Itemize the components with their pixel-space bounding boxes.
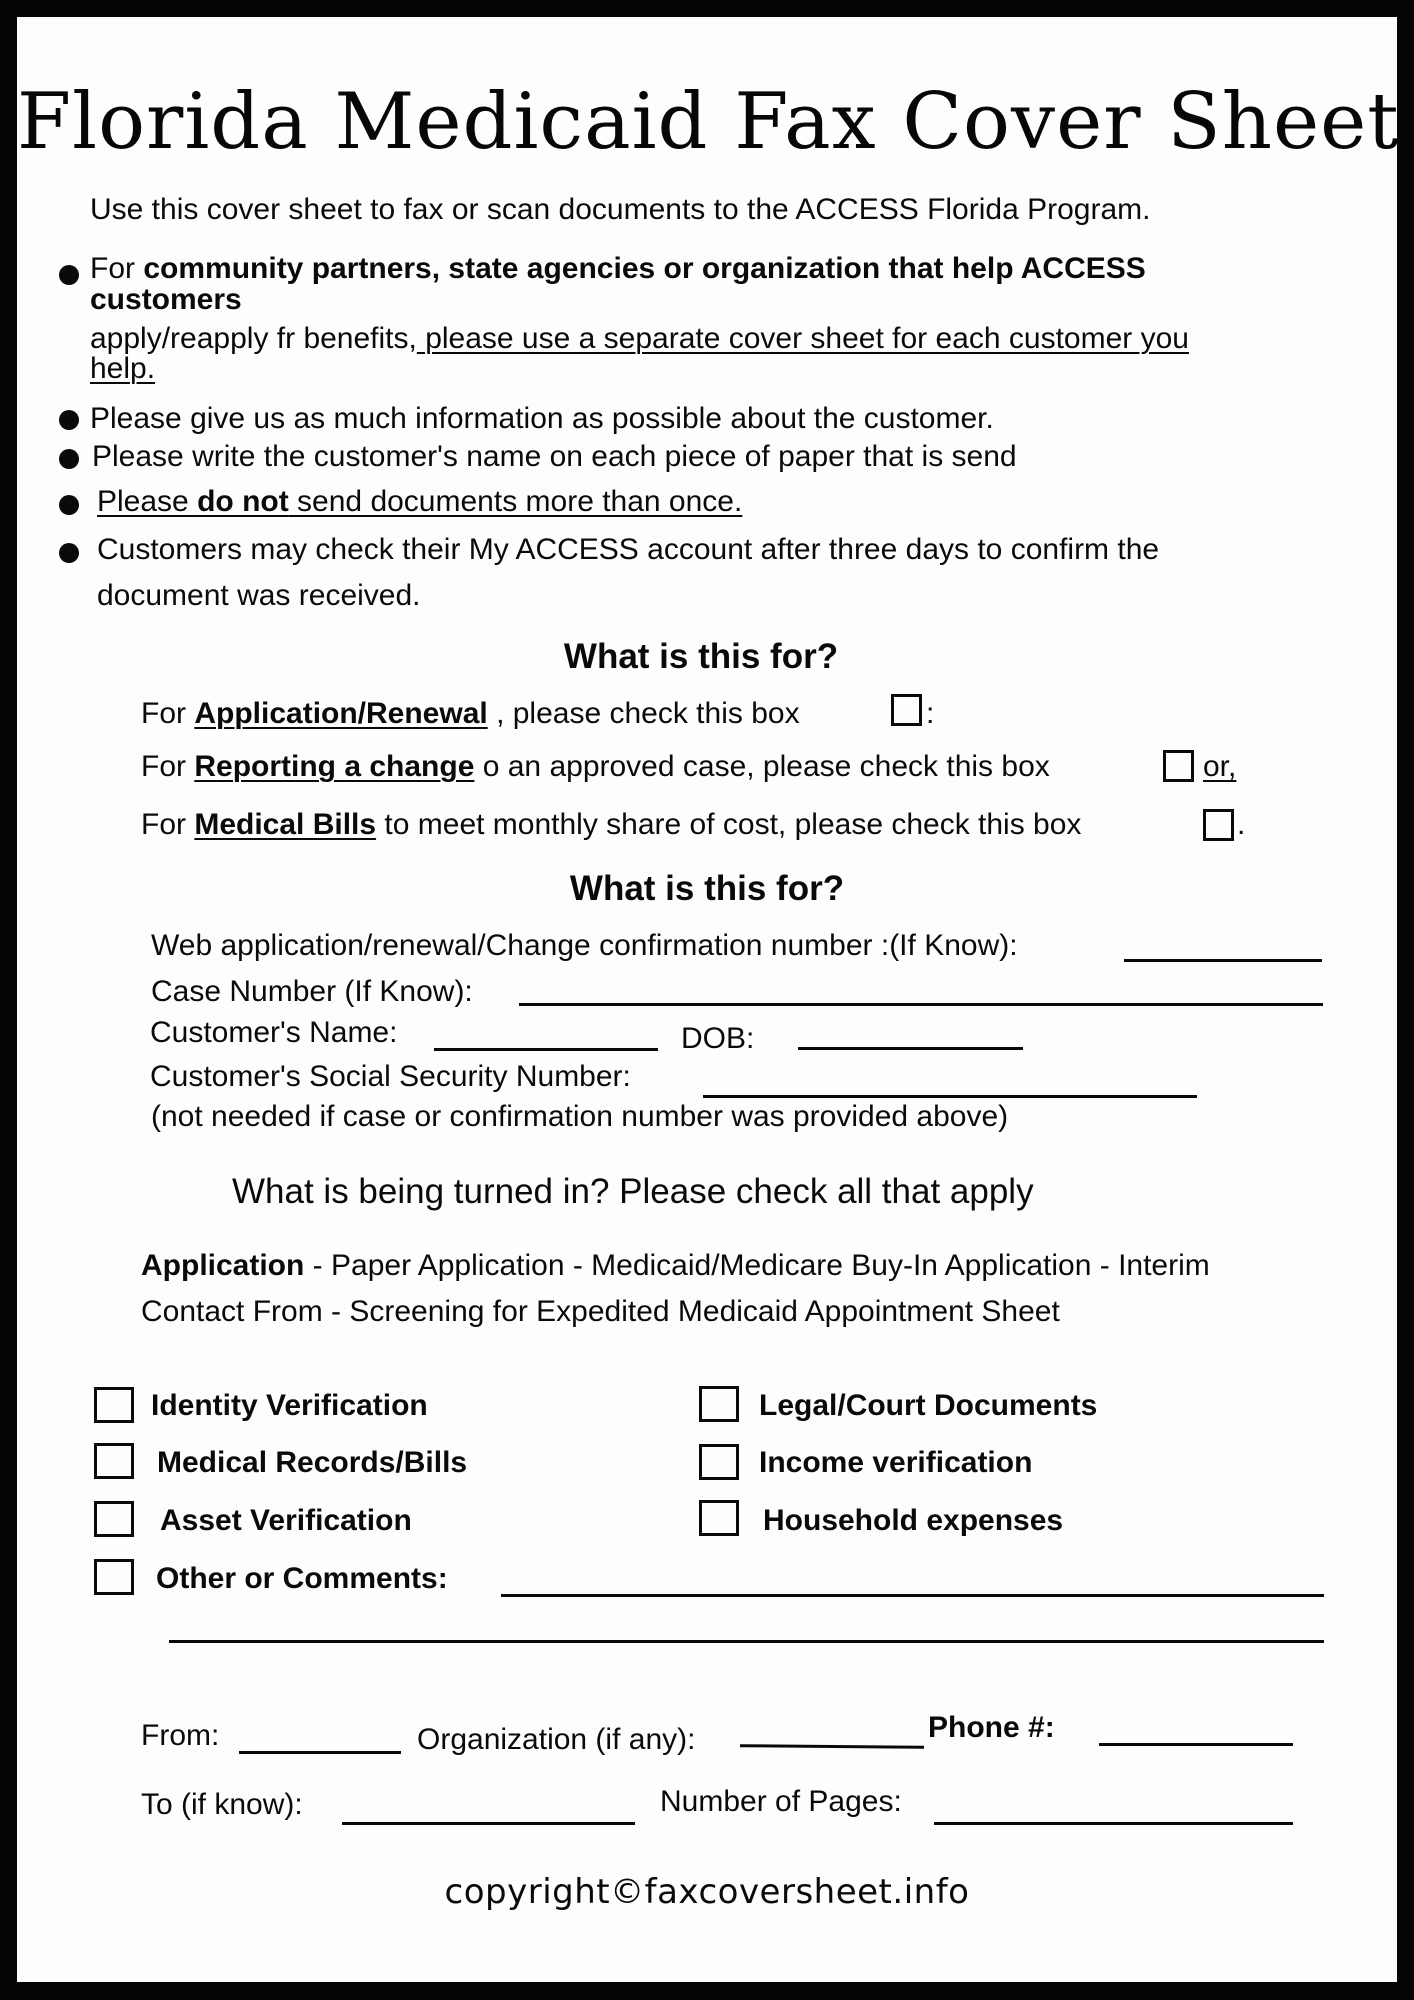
household-expenses-checkbox[interactable] bbox=[699, 1500, 739, 1536]
purpose-row-application bbox=[141, 697, 800, 731]
number-of-pages-label: Number of Pages: bbox=[660, 1785, 902, 1818]
purpose-text: For bbox=[141, 750, 195, 783]
medical-records-checkbox[interactable] bbox=[94, 1443, 134, 1479]
from-field[interactable] bbox=[239, 1751, 401, 1754]
bullet-do-not-send-twice bbox=[97, 485, 742, 519]
other-comments-field-line2[interactable] bbox=[169, 1640, 1324, 1643]
bullet-text: send documents more than once. bbox=[288, 485, 743, 518]
confirmation-number-field[interactable] bbox=[1124, 959, 1322, 962]
organization-field[interactable] bbox=[740, 1744, 924, 1749]
identity-verification-checkbox[interactable] bbox=[94, 1387, 134, 1423]
purpose-type-label: Medical Bills bbox=[194, 808, 377, 841]
bullet-separate-sheet-line bbox=[90, 324, 1189, 354]
to-label: To (if know): bbox=[141, 1788, 303, 1821]
other-comments-field[interactable] bbox=[501, 1594, 1324, 1597]
intro-text: Use this cover sheet to fax or scan documents to the ACCESS Florida Program. bbox=[90, 193, 1151, 226]
bullet-icon bbox=[59, 449, 79, 469]
purpose-text: to meet monthly share of cost, please check this box bbox=[376, 808, 1082, 841]
case-number-label: Case Number (If Know): bbox=[151, 975, 473, 1008]
purpose-punct: : bbox=[926, 697, 935, 730]
bullet-bold-text: community partners, state agencies or organization that help ACCESS bbox=[143, 252, 1146, 285]
bullet-icon bbox=[59, 265, 79, 285]
income-verification-label: Income verification bbox=[759, 1446, 1033, 1479]
bullet-icon bbox=[59, 495, 79, 515]
purpose-type-label: Application/Renewal bbox=[194, 697, 488, 730]
fax-cover-page bbox=[17, 17, 1400, 1982]
section-heading-customer-info: What is this for? bbox=[569, 869, 845, 908]
purpose-or-text: or, bbox=[1203, 750, 1237, 783]
application-bold-label: Application bbox=[141, 1249, 305, 1282]
purpose-row-reporting-change bbox=[141, 750, 1050, 784]
application-types-line2: Contact From - Screening for Expedited Medicaid Appointment Sheet bbox=[141, 1295, 1060, 1328]
bullet-give-information: Please give us as much information as possible about the customer. bbox=[90, 402, 994, 435]
purpose-punct: . bbox=[1237, 808, 1246, 841]
from-label: From: bbox=[141, 1719, 220, 1752]
ssn-field[interactable] bbox=[703, 1095, 1197, 1098]
case-number-field[interactable] bbox=[519, 1003, 1323, 1006]
other-comments-checkbox[interactable] bbox=[94, 1559, 134, 1595]
section-heading-purpose: What is this for? bbox=[563, 637, 839, 676]
application-types-text: - Paper Application - Medicaid/Medicare Buy-In Application - Interim bbox=[304, 1249, 1210, 1282]
customer-name-label: Customer's Name: bbox=[150, 1016, 398, 1049]
customer-name-field[interactable] bbox=[434, 1048, 658, 1051]
confirmation-number-label: Web application/renewal/Change confirmation number :(If Know): bbox=[151, 929, 1018, 962]
purpose-row-medical-bills bbox=[141, 808, 1081, 842]
bullet-text: Please bbox=[97, 485, 198, 518]
bullet-bold-text: do not bbox=[197, 485, 289, 518]
bullet-bold-text-cont: customers bbox=[90, 283, 242, 316]
ssn-label: Customer's Social Security Number: bbox=[150, 1060, 631, 1093]
bullet-underlined-text: please use a separate cover sheet for each customer you bbox=[416, 322, 1189, 355]
dob-field[interactable] bbox=[798, 1047, 1023, 1050]
legal-court-documents-checkbox[interactable] bbox=[699, 1386, 739, 1422]
bullet-write-name: Please write the customer's name on each piece of paper that is send bbox=[92, 440, 1017, 473]
legal-court-documents-label: Legal/Court Documents bbox=[759, 1389, 1098, 1422]
ssn-note: (not needed if case or confirmation number was provided above) bbox=[151, 1100, 1009, 1133]
asset-verification-checkbox[interactable] bbox=[94, 1501, 134, 1537]
phone-label: Phone #: bbox=[928, 1711, 1055, 1744]
income-verification-checkbox[interactable] bbox=[699, 1444, 739, 1480]
number-of-pages-field[interactable] bbox=[934, 1822, 1293, 1825]
to-field[interactable] bbox=[342, 1822, 635, 1825]
purpose-text: o an approved case, please check this box bbox=[474, 750, 1050, 783]
purpose-text: , please check this box bbox=[487, 697, 800, 730]
bullet-icon bbox=[59, 543, 79, 563]
application-types-line1 bbox=[141, 1249, 1210, 1283]
dob-label: DOB: bbox=[681, 1022, 755, 1055]
copyright-text: copyright©faxcoversheet.info bbox=[444, 1872, 970, 1912]
bullet-community-partners bbox=[90, 254, 1146, 284]
bullet-check-account-cont: document was received. bbox=[97, 579, 421, 612]
section-heading-turned-in: What is being turned in? Please check all that apply bbox=[232, 1172, 1034, 1211]
application-renewal-checkbox[interactable] bbox=[891, 694, 922, 726]
bullet-text: apply/reapply fr benefits, bbox=[90, 322, 417, 355]
medical-records-label: Medical Records/Bills bbox=[157, 1446, 468, 1479]
asset-verification-label: Asset Verification bbox=[160, 1504, 412, 1537]
medical-bills-checkbox[interactable] bbox=[1203, 809, 1234, 841]
organization-label: Organization (if any): bbox=[417, 1723, 696, 1756]
other-comments-label: Other or Comments: bbox=[156, 1562, 448, 1595]
bullet-check-account: Customers may check their My ACCESS account after three days to confirm the bbox=[97, 533, 1160, 566]
bullet-icon bbox=[59, 410, 79, 430]
reporting-change-checkbox[interactable] bbox=[1163, 750, 1194, 782]
bullet-underlined-text-cont: help. bbox=[90, 352, 156, 385]
purpose-text: For bbox=[141, 808, 195, 841]
purpose-text: For bbox=[141, 697, 195, 730]
phone-field[interactable] bbox=[1099, 1743, 1293, 1746]
household-expenses-label: Household expenses bbox=[763, 1504, 1064, 1537]
purpose-type-label: Reporting a change bbox=[194, 750, 475, 783]
identity-verification-label: Identity Verification bbox=[151, 1389, 428, 1422]
page-title: Florida Medicaid Fax Cover Sheet bbox=[17, 77, 1400, 167]
bullet-text: For bbox=[90, 252, 144, 285]
